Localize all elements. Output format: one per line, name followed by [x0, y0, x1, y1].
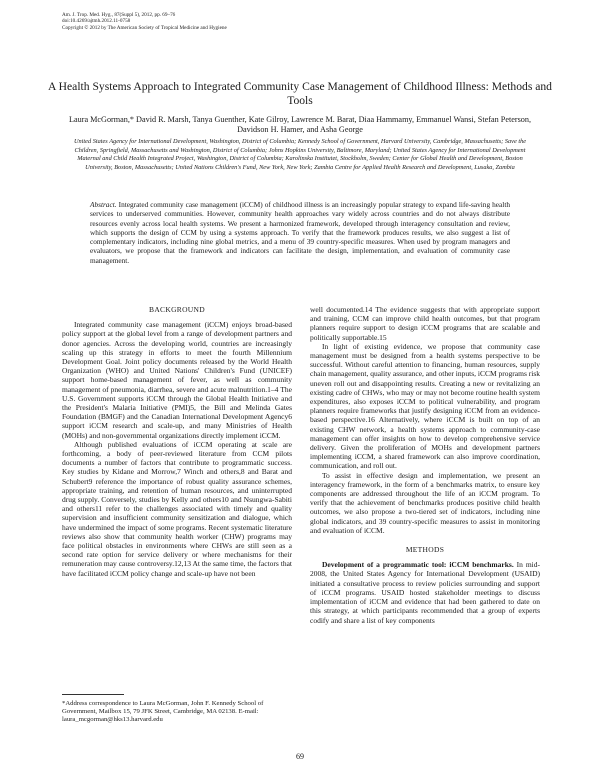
journal-header	[62, 12, 227, 31]
background-paragraph-1: Integrated community case management (iCCM) enjoys broad-based policy support at the global level from a range of development partners and donor agencies. Across the developing world, countries are increasingly scaling up this strategy in efforts to meet the fourth Millennium Development Goal. Joint policy documents released by the World Health Organization (WHO) and United Nations' Children's Fund (UNICEF) support home-based management of fever, as well as community management of pneumonia, diarrhea, severe and acute malnutrition.1–4 The U.S. Government supports iCCM through the Global Health Initiative and the President's Malaria Initiative (PMI)5, the Bill and Melinda Gates Foundation (BMGF) and the Canadian International Development Agency6 support iCCM research and scale-up, and many Ministries of Health (MOHs) and non-governmental organizations directly implement iCCM.	[62, 320, 292, 440]
methods-subheading: Development of a programmatic tool: iCCM benchmarks.	[322, 560, 514, 570]
abstract-text: Integrated community case management (iCCM) of childhood illness is an increasingly popular strategy to expand life-saving health services to underserved communities. However, community health approaches vary widely across countries and do not always distribute resources evenly across local health systems. We present a harmonized framework, developed through interagency consultation and review, which supports the design of CCM by using a systems approach. To verify that the framework produces results, we also suggest a list of complementary indicators, including nine global metrics, and a menu of 39 country-specific measures. When used by program managers and evaluators, we propose that the framework and indicators can facilitate the design, implementation, and evaluation of community case management.	[90, 200, 510, 265]
page-number: 69	[296, 752, 304, 761]
affiliations: United States Agency for International Development, Washington, District of Columbia; Kennedy School of Government, Harvard University, Cambridge, Massachusetts; Save the Children, Springfield, Massachusetts and Washington, District of Columbia; Johns Hopkins University, Baltimore, Maryland; United States Agency for International Development Maternal and Child Health Integrated Project, Washington, District of Columbia; Karolinska Institutet, Stockholm, Sweden; Center for Global Health and Development, Boston University, Boston, Massachusetts; United Nations Children's Fund, New York, New York; Zambia Centre for Applied Health Research and Development, Lusaka, Zambia	[73, 138, 527, 171]
paper-title: A Health Systems Approach to Integrated Community Case Management of Childhood Illness: Methods and Tools	[48, 80, 552, 107]
background-paragraph-4: In light of existing evidence, we propose that community case management must be designed from a health systems perspective to be successful. Without careful attention to financing, human resources, supply chain management, quality assurance, and other inputs, iCCM programs risk uneven roll out and disappointing results. Creating a new or revitalizing an existing cadre of CHWs, who may or may not become routine health system expenditures, also exposes iCCM to political vulnerability, and program planners require frameworks that justify designing iCCM from an evidence-based perspective.16 Alternatively, where iCCM is built on top of an existing CHW network, a health systems approach to community-case management can offer insights on how to develop comprehensive service delivery. Given the proliferation of MOHs and development partners implementing iCCM, a shared framework can also improve coordination, communication, and roll out.	[310, 341, 540, 471]
abstract	[90, 200, 510, 265]
journal-citation: Am. J. Trop. Med. Hyg., 87(Suppl 5), 2012, pp. 69–76	[62, 12, 176, 18]
background-paragraph-5: To assist in effective design and implementation, we present an interagency framework, in the form of a benchmarks matrix, to ensure key components are addressed throughout the life of an iCCM program. To verify that the achievement of benchmarks produces positive child health outcomes, we also propose a two-tiered set of indicators, including nine global indicators, and 39 country-specific measures to assist in monitoring and evaluation of iCCM.	[310, 470, 540, 535]
correspondence-footnote: *Address correspondence to Laura McGorman, John F. Kennedy School of Government, Mailbox 15, 79 JFK Street, Cambridge, MA 02138. E-mail: laura_mcgorman@hks13.harvard.edu	[62, 700, 264, 724]
author-list: Laura McGorman,* David R. Marsh, Tanya Guenther, Kate Gilroy, Lawrence M. Barat, Diaa Hammamy, Emmanuel Wansi, Stefan Peterson, Davidson H. Hamer, and Asha George	[68, 115, 532, 135]
background-heading: BACKGROUND	[149, 305, 205, 314]
abstract-label: Abstract.	[90, 200, 117, 209]
left-column	[62, 305, 292, 578]
background-paragraph-2: Although published evaluations of iCCM operating at scale are forthcoming, a body of peer-reviewed literature from CCM pilots documents a number of factors that contribute to programmatic success. Key studies by Kidane and Morrow,7 Winch and others,8 and Barat and Schubert9 reference the importance of robust quality assurance schemes, appropriate training, and retention of human resources, and uninterrupted drug supply. Conversely, studies by Kelly and others10 and Nsungwa-Sabiti and others11 refer to the challenges associated with timely and quality supervision and insufficient community sensitization and dialogue, which have undermined the impact of some programs. Recent systematic literature reviews also show that community health worker (CHW) programs may face political obstacles in environments where CHWs are still seen as a second rate option for service delivery or where mechanisms for their remuneration may cause controversy.12,13 At the same time, the factors that have facilitated iCCM policy change and scale-up have not been	[62, 439, 292, 578]
doi: doi:10.4269/ajtmh.2012.11-0758	[62, 18, 131, 25]
footnote-rule	[62, 694, 124, 695]
methods-text: In mid-2008, the United States Agency for International Development (USAID) initiated a consultative process to review policies surrounding and support of iCCM programs. USAID hosted stakeholder meetings to discuss implementation of iCCM and evidence that had been gathered to date on this strategy, at which participants recommended that a group of experts codify and share a list of key components	[310, 560, 540, 625]
copyright: Copyright © 2012 by The American Society of Tropical Medicine and Hygiene	[62, 24, 227, 31]
methods-paragraph-1	[310, 560, 540, 624]
right-column	[310, 305, 540, 625]
background-paragraph-3: well documented.14 The evidence suggests that with appropriate support and training, CCM can improve child health outcomes, but that program planners require support to design iCCM programs that are scalable and politically supportable.15	[310, 305, 540, 342]
methods-heading: METHODS	[405, 545, 445, 555]
